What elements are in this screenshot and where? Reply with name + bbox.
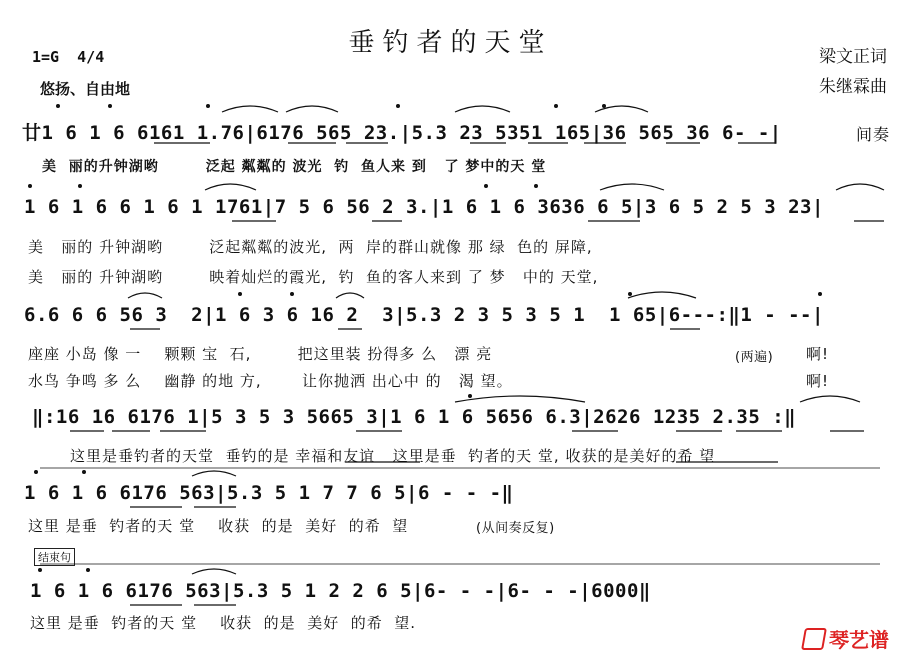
repeat-twice-note: (两遍): [735, 350, 774, 365]
ah-verse-1: 啊!: [806, 345, 830, 363]
score-line-1-notes: 廿1 6 1 6 6161 1.76|6176 565 23.|5.3 23 5351 165|36 565 36 6- -|: [22, 122, 782, 144]
score-line-4-lyrics: 这里是垂钓者的天堂 垂钓的是 幸福和友谊 这里是垂 钓者的天 堂, 收获的是美好的希 望: [70, 447, 716, 465]
ah-verse-2: 啊!: [806, 372, 830, 390]
da-capo-note: (从间奏反复): [476, 521, 555, 536]
score-line-3-lyrics-verse-2: 水鸟 争鸣 多 么 幽静 的地 方, 让你抛洒 出心中 的 渴 望。: [28, 372, 513, 390]
score-line-1-lyrics: 美 丽的升钟湖哟 泛起 粼粼的 波光 钓 鱼人来 到 了 梦中的天 堂: [42, 159, 547, 175]
score-line-5-lyrics: 这里 是垂 钓者的天 堂 收获 的是 美好 的希 望: [28, 517, 409, 535]
song-title: 垂钓者的天堂: [348, 28, 553, 58]
watermark: [803, 624, 889, 653]
composer-credit: 朱继霖曲: [819, 77, 887, 97]
score-line-2-lyrics-verse-2: 美 丽的 升钟湖哟 映着灿烂的霞光, 钓 鱼的客人来到 了 梦 中的 天堂,: [28, 268, 599, 286]
watermark-text: 琴艺谱: [829, 628, 889, 652]
coda-label: 结束句: [34, 548, 75, 566]
score-line-5-notes: 1 6 1 6 6176 563|5.3 5 1 7 7 6 5|6 - - -‖: [24, 482, 514, 504]
score-line-6-notes: 1 6 1 6 6176 563|5.3 5 1 2 2 6 5|6- - -|6- - -|6000‖: [30, 580, 651, 602]
prelude-label: 间奏: [856, 125, 891, 144]
tempo-marking: 悠扬、自由地: [40, 80, 131, 98]
score-line-3-lyrics-verse-1: 座座 小岛 像 一 颗颗 宝 石, 把这里装 扮得多 么 漂 亮: [28, 345, 493, 363]
piano-logo-icon: [801, 628, 827, 650]
score-line-3-notes: 6.6 6 6 56 3 2|1 6 3 6 16 2 3|5.3 2 3 5 3 5 1 1 65|6---:‖1 - --|: [24, 304, 824, 326]
key-signature: 1=G 4/4: [32, 48, 105, 66]
score-line-2-notes: 1 6 1 6 6 1 6 1 1761|7 5 6 56 2 3.|1 6 1 6 3636 6 5|3 6 5 2 5 3 23|: [24, 196, 824, 218]
score-line-6-lyrics: 这里 是垂 钓者的天 堂 收获 的是 美好 的希 望.: [30, 614, 417, 632]
score-line-4-notes: ‖:16 16 6176 1|5 3 5 3 5665 3|1 6 1 6 5656 6.3|2626 1235 2.35 :‖: [32, 406, 797, 428]
lyricist-credit: 梁文正词: [819, 47, 887, 67]
score-line-2-lyrics-verse-1: 美 丽的 升钟湖哟 泛起粼粼的波光, 两 岸的群山就像 那 绿 色的 屏障,: [28, 238, 593, 256]
